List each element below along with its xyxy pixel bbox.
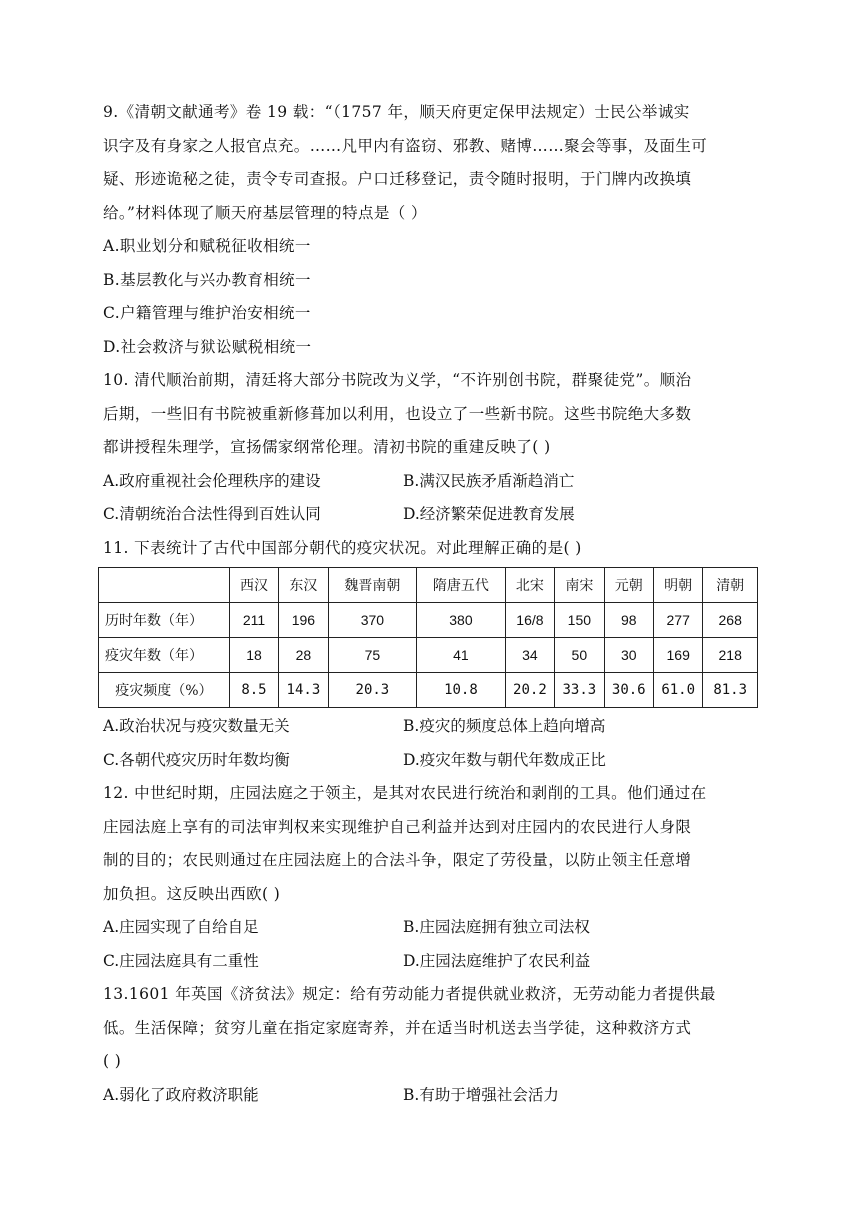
question-13-stem-line: 低。生活保障；贫穷儿童在指定家庭寄养，并在适当时机送去当学徒，这种救济方式 (103, 1018, 692, 1037)
question-9-stem-line: 疑、形迹诡秘之徒，责令专司查报。户口迁移登记，责令随时报明，于门牌内改换填 (103, 170, 692, 188)
question-11-option-c: C.各朝代疫灾历时年数均衡 (103, 750, 290, 769)
question-12-stem-line: 制的目的；农民则通过在庄园法庭上的合法斗争，限定了劳役量，以防止领主任意增 (103, 851, 692, 869)
question-11-options-row (103, 744, 763, 778)
table-cell: 33.3 (555, 673, 604, 708)
table-cell: 218 (703, 638, 758, 673)
epidemic-statistics-table (98, 567, 758, 708)
table-header-cell: 魏晋南朝 (328, 568, 417, 603)
question-13-option-b: B.有助于增强社会活力 (403, 1085, 559, 1104)
table-cell: 380 (417, 603, 506, 638)
table-cell: 10.8 (417, 673, 506, 708)
table-cell: 61.0 (653, 673, 702, 708)
question-13 (103, 978, 763, 1112)
table-cell: 28 (279, 638, 328, 673)
table-header-cell: 清朝 (703, 568, 758, 603)
table-cell: 268 (703, 603, 758, 638)
question-9-stem-line: 给。”材料体现了顺天府基层管理的特点是（ ） (103, 203, 427, 222)
table-row (99, 673, 758, 708)
question-13-option-a: A.弱化了政府救济职能 (103, 1085, 259, 1104)
table-cell: 30 (604, 638, 653, 673)
question-11 (103, 532, 763, 778)
question-12-stem-line: 12. 中世纪时期，庄园法庭之于领主，是其对农民进行统治和剥削的工具。他们通过在 (103, 784, 707, 802)
table-header-cell: 西汉 (229, 568, 278, 603)
table-cell: 14.3 (279, 673, 328, 708)
table-cell: 150 (555, 603, 604, 638)
question-9-option-d: D.社会救济与狱讼赋税相统一 (103, 337, 312, 356)
question-9-stem-line: 9.《清朝文献通考》卷 19 载：“（1757 年，顺天府更定保甲法规定）士民公举诚实 (103, 103, 690, 121)
question-13-stem-line: ( ) (103, 1052, 122, 1070)
question-11-stem-line: 11. 下表统计了古代中国部分朝代的疫灾状况。对此理解正确的是( ) (103, 538, 582, 557)
table-cell: 16/8 (505, 603, 554, 638)
table-header-row (99, 568, 758, 603)
question-10-option-d: D.经济繁荣促进教育发展 (403, 505, 575, 523)
table-cell: 81.3 (703, 673, 758, 708)
table-cell: 211 (229, 603, 278, 638)
table-header-cell: 元朝 (604, 568, 653, 603)
table-cell: 8.5 (229, 673, 278, 708)
table-header-cell: 北宋 (505, 568, 554, 603)
question-13-options-row (103, 1079, 763, 1113)
table-cell: 50 (555, 638, 604, 673)
question-11-options-row (103, 710, 763, 744)
table-cell: 98 (604, 603, 653, 638)
question-9 (103, 96, 763, 364)
table-header-cell: 明朝 (653, 568, 702, 603)
table-cell: 277 (653, 603, 702, 638)
question-12-option-a: A.庄园实现了自给自足 (103, 918, 259, 936)
question-13-stem-line: 13.1601 年英国《济贫法》规定：给有劳动能力者提供就业救济，无劳动能力者提供最 (103, 985, 716, 1003)
question-11-option-b: B.疫灾的频度总体上趋向增高 (403, 717, 606, 735)
question-10-option-b: B.满汉民族矛盾渐趋消亡 (403, 471, 575, 490)
question-12-options-row (103, 945, 763, 979)
question-10-option-a: A.政府重视社会伦理秩序的建设 (103, 471, 321, 490)
question-12-option-c: C.庄园法庭具有二重性 (103, 951, 259, 970)
table-row-label: 疫灾频度（%） (99, 673, 230, 708)
question-9-stem-line: 识字及有身家之人报官点充。……凡甲内有盗窃、邪教、赌博……聚会等事，及面生可 (103, 136, 708, 155)
table-header-cell: 南宋 (555, 568, 604, 603)
table-cell: 30.6 (604, 673, 653, 708)
table-row (99, 638, 758, 673)
exam-page (103, 96, 763, 1112)
question-9-option-b: B.基层教化与兴办教育相统一 (103, 270, 311, 289)
question-10-options-row (103, 498, 763, 532)
question-11-option-a: A.政治状况与疫灾数量无关 (103, 717, 290, 735)
table-cell: 196 (279, 603, 328, 638)
table-header-cell: 隋唐五代 (417, 568, 506, 603)
table-cell: 34 (505, 638, 554, 673)
question-10-option-c: C.清朝统治合法性得到百姓认同 (103, 505, 321, 523)
question-9-option-a: A.职业划分和赋税征收相统一 (103, 237, 311, 255)
question-10-stem-line: 后期，一些旧有书院被重新修葺加以利用，也设立了一些新书院。这些书院绝大多数 (103, 404, 692, 423)
table-cell: 169 (653, 638, 702, 673)
question-12-option-b: B.庄园法庭拥有独立司法权 (403, 918, 590, 936)
question-12-option-d: D.庄园法庭维护了农民利益 (403, 951, 591, 970)
table-cell: 370 (328, 603, 417, 638)
question-12-stem-line: 庄园法庭上享有的司法审判权来实现维护自己利益并达到对庄园内的农民进行人身限 (103, 817, 692, 836)
table-cell: 75 (328, 638, 417, 673)
table-row (99, 603, 758, 638)
question-12-stem-line: 加负担。这反映出西欧( ) (103, 884, 281, 903)
table-row-label: 历时年数（年） (99, 603, 230, 638)
table-header-cell: 东汉 (279, 568, 328, 603)
table-cell: 18 (229, 638, 278, 673)
question-9-option-c: C.户籍管理与维护治安相统一 (103, 304, 311, 322)
question-10-stem-line: 10. 清代顺治前期，清廷将大部分书院改为义学，“不许别创书院，群聚徒党”。顺治 (103, 371, 692, 389)
question-10-stem-line: 都讲授程朱理学，宣扬儒家纲常伦理。清初书院的重建反映了( ) (103, 438, 551, 456)
question-12-options-row (103, 911, 763, 945)
table-cell: 20.2 (505, 673, 554, 708)
question-10-options-row (103, 465, 763, 499)
table-header-cell (99, 568, 230, 603)
question-11-option-d: D.疫灾年数与朝代年数成正比 (403, 750, 606, 769)
table-cell: 41 (417, 638, 506, 673)
table-cell: 20.3 (328, 673, 417, 708)
table-row-label: 疫灾年数（年） (99, 638, 230, 673)
question-10 (103, 364, 763, 532)
question-12 (103, 777, 763, 978)
